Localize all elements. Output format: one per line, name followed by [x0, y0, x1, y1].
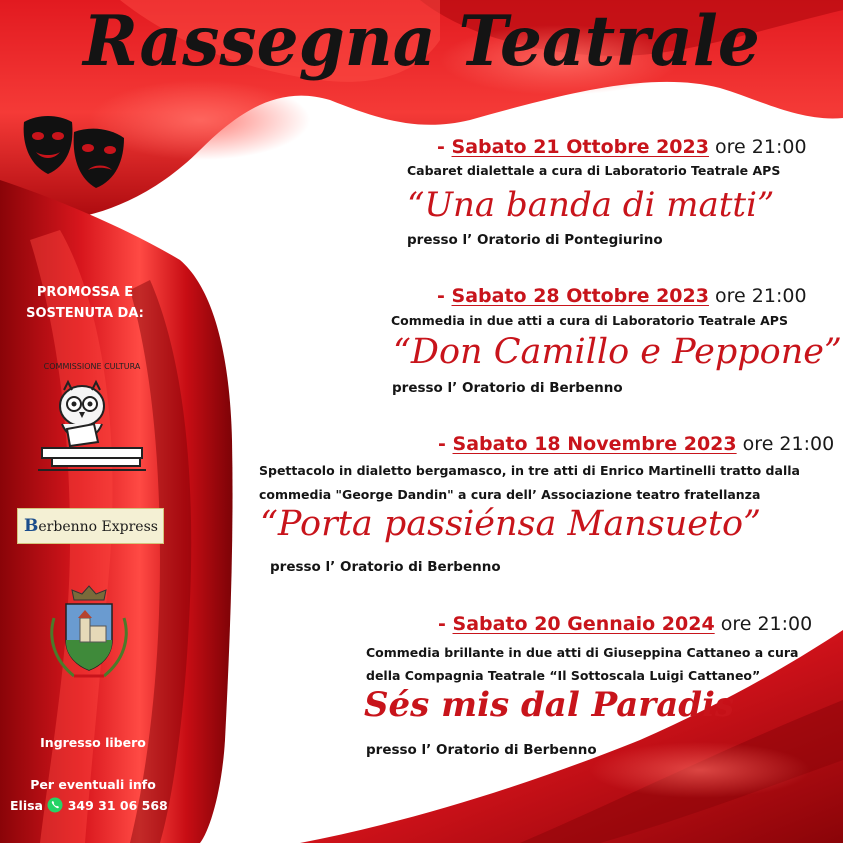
- poster-title: Rassegna Teatrale: [83, 0, 760, 82]
- event-description: Commedia brillante in due atti di Giuseppina Cattaneo a cura: [366, 645, 799, 660]
- event-date-line: - Sabato 28 Ottobre 2023 ore 21:00: [437, 285, 807, 307]
- event-3: [438, 433, 834, 455]
- town-crest-icon: [34, 578, 144, 688]
- event-description: della Compagnia Teatrale “Il Sottoscala Luigi Cattaneo”: [366, 668, 761, 683]
- event-date-line: - Sabato 18 Novembre 2023 ore 21:00: [438, 433, 835, 455]
- event-venue: presso l’ Oratorio di Berbenno: [366, 742, 597, 758]
- info-label: Per eventuali info: [30, 777, 156, 792]
- event-venue: presso l’ Oratorio di Berbenno: [270, 559, 501, 575]
- event-date-line: - Sabato 20 Gennaio 2024 ore 21:00: [438, 613, 813, 635]
- event-date: Sabato 28 Ottobre 2023: [451, 285, 709, 307]
- contact-line: [10, 797, 170, 813]
- event-date-line: - Sabato 21 Ottobre 2023 ore 21:00: [437, 136, 807, 158]
- event-show-title: Sés mis dal Paradis: [364, 685, 735, 725]
- event-venue: presso l’ Oratorio di Berbenno: [392, 380, 623, 396]
- event-time: ore 21:00: [742, 433, 835, 455]
- event-time: ore 21:00: [720, 613, 813, 635]
- event-description: Cabaret dialettale a cura di Laboratorio Teatrale APS: [407, 163, 781, 178]
- event-description: Commedia in due atti a cura di Laboratorio Teatrale APS: [391, 313, 788, 328]
- theater-masks-icon: [18, 112, 130, 192]
- event-description: Spettacolo in dialetto bergamasco, in tre atti di Enrico Martinelli tratto dalla: [259, 463, 800, 478]
- event-date: Sabato 21 Ottobre 2023: [451, 136, 709, 158]
- commission-label: COMMISSIONE CULTURA: [43, 362, 141, 371]
- event-date: Sabato 20 Gennaio 2024: [452, 613, 715, 635]
- event-date: Sabato 18 Novembre 2023: [452, 433, 737, 455]
- event-1: [437, 136, 807, 158]
- free-entry-label: Ingresso libero: [40, 735, 146, 750]
- event-venue: presso l’ Oratorio di Pontegiurino: [407, 232, 663, 248]
- contact-phone[interactable]: 349 31 06 568: [67, 798, 168, 813]
- promoted-by-label: PROMOSSA E SOSTENUTA DA:: [26, 285, 144, 321]
- event-4: [438, 613, 812, 635]
- event-show-title: “Una banda di matti”: [407, 185, 775, 225]
- commission-logo: [32, 362, 152, 477]
- event-show-title: “Don Camillo e Peppone”: [393, 332, 842, 372]
- event-description: commedia "George Dandin" a cura dell’ Associazione teatro fratellanza: [259, 487, 761, 502]
- event-2: [437, 285, 807, 307]
- event-show-title: “Porta passiénsa Mansueto”: [260, 504, 761, 544]
- event-time: ore 21:00: [715, 285, 807, 307]
- event-time: ore 21:00: [715, 136, 807, 158]
- whatsapp-icon: [47, 797, 63, 813]
- owl-reading-icon: [32, 374, 152, 479]
- berbenno-express-logo: Berbenno Express: [17, 508, 164, 544]
- contact-name: Elisa: [10, 798, 43, 813]
